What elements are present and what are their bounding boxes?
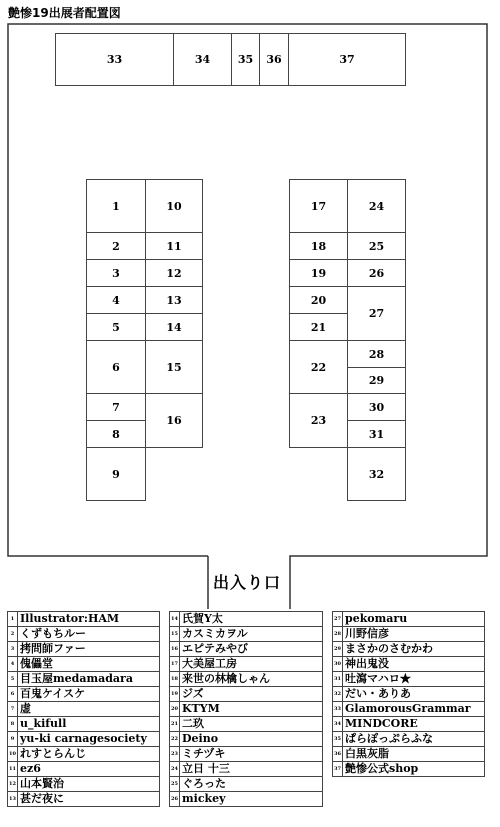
exhibitor-table-2: [169, 611, 323, 807]
booth-number: 27: [368, 307, 385, 320]
booth-35[interactable]: [231, 33, 260, 86]
booth-25[interactable]: [347, 232, 406, 260]
exhibitor-row: [333, 762, 485, 777]
booth-number: 7: [112, 400, 120, 414]
exhibitor-number: 10: [8, 747, 18, 762]
exhibitor-row: [170, 747, 323, 762]
exhibitor-name: 二玖: [180, 717, 323, 732]
booth-number: 35: [237, 53, 254, 66]
booth-number: 1: [112, 199, 120, 213]
booth-9[interactable]: [86, 447, 146, 501]
booth-number: 18: [310, 239, 327, 253]
exhibitor-row: [170, 657, 323, 672]
exhibitor-number: 31: [333, 672, 343, 687]
booth-31[interactable]: [347, 420, 406, 448]
exhibitor-name: 神出鬼没: [343, 657, 485, 672]
exhibitor-number: 12: [8, 777, 18, 792]
exhibitor-number: 35: [333, 732, 343, 747]
booth-10[interactable]: [145, 179, 203, 233]
exhibitor-row: [170, 792, 323, 807]
booth-20[interactable]: [289, 286, 348, 314]
booth-15[interactable]: [145, 340, 203, 394]
exhibitor-name: KTYM: [180, 702, 323, 717]
booth-number: 33: [106, 53, 123, 66]
exhibitor-number: 6: [8, 687, 18, 702]
booth-23[interactable]: [289, 393, 348, 448]
exhibitor-name: だい・ありあ: [343, 687, 485, 702]
exhibitor-name: u_kifull: [18, 717, 160, 732]
exhibitor-name: yu-ki carnagesociety: [18, 732, 160, 747]
exhibitor-name: 大美屋工房: [180, 657, 323, 672]
exhibitor-number: 15: [170, 627, 180, 642]
exhibitor-row: [170, 732, 323, 747]
booth-number: 22: [310, 360, 327, 374]
booth-number: 28: [368, 347, 385, 361]
booth-18[interactable]: [289, 232, 348, 260]
exhibitor-row: [8, 762, 160, 777]
exhibitor-name: 立日 十三: [180, 762, 323, 777]
exhibitor-name: ぐろった: [180, 777, 323, 792]
exhibitor-row: [8, 792, 160, 807]
exhibitor-number: 37: [333, 762, 343, 777]
exhibitor-name: mickey: [180, 792, 323, 807]
exhibitor-name: 吐瀉マハロ★: [343, 672, 485, 687]
exhibitor-number: 24: [170, 762, 180, 777]
exhibitor-number: 20: [170, 702, 180, 717]
exhibitor-row: [8, 672, 160, 687]
booth-19[interactable]: [289, 259, 348, 287]
exhibitor-row: [333, 732, 485, 747]
exhibitor-number: 13: [8, 792, 18, 807]
exhibitor-number: 5: [8, 672, 18, 687]
booth-29[interactable]: [347, 367, 406, 394]
exhibitor-row: [8, 777, 160, 792]
exhibitor-row: [333, 657, 485, 672]
booth-number: 15: [166, 360, 182, 374]
exhibitor-number: 1: [8, 612, 18, 627]
exhibitor-name: 傀儡堂: [18, 657, 160, 672]
exhibitor-number: 26: [170, 792, 180, 807]
exhibitor-name: 川野信彦: [343, 627, 485, 642]
booth-2[interactable]: [86, 232, 146, 260]
booth-36[interactable]: [259, 33, 289, 86]
exhibitor-name: 拷問師ファー: [18, 642, 160, 657]
booth-28[interactable]: [347, 340, 406, 368]
exhibitor-name: MINDCORE: [343, 717, 485, 732]
exhibitor-row: [170, 762, 323, 777]
exhibitor-name: くずもちルー: [18, 627, 160, 642]
exhibitor-name: Illustrator:HAM: [18, 612, 160, 627]
booth-37[interactable]: [288, 33, 406, 86]
exhibitor-number: 29: [333, 642, 343, 657]
exhibitor-row: [170, 717, 323, 732]
booth-number: 4: [112, 293, 120, 307]
exhibitor-row: [333, 612, 485, 627]
exhibitor-row: [170, 642, 323, 657]
exhibitor-number: 33: [333, 702, 343, 717]
booth-number: 23: [310, 414, 327, 427]
booth-number: 2: [112, 239, 120, 253]
exhibitor-number: 22: [170, 732, 180, 747]
booth-number: 16: [166, 414, 182, 427]
exhibitor-row: [333, 702, 485, 717]
exhibitor-row: [8, 642, 160, 657]
exhibitor-number: 16: [170, 642, 180, 657]
booth-1[interactable]: [86, 179, 146, 233]
exhibitor-row: [333, 642, 485, 657]
exhibitor-row: [8, 717, 160, 732]
booth-number: 30: [368, 400, 385, 414]
booth-number: 17: [310, 199, 327, 213]
exhibitor-number: 30: [333, 657, 343, 672]
booth-number: 25: [368, 239, 385, 253]
exhibitor-number: 18: [170, 672, 180, 687]
exhibitor-row: [8, 657, 160, 672]
exhibitor-name: GlamorousGrammar: [343, 702, 485, 717]
booth-number: 3: [112, 266, 120, 280]
booth-24[interactable]: [347, 179, 406, 233]
booth-number: 26: [368, 266, 385, 280]
exhibitor-name: カスミカヲル: [180, 627, 323, 642]
booth-number: 29: [368, 374, 385, 387]
exhibitor-name: ez6: [18, 762, 160, 777]
exhibitor-number: 28: [333, 627, 343, 642]
exhibitor-number: 4: [8, 657, 18, 672]
booth-number: 5: [112, 320, 120, 334]
booth-number: 24: [368, 199, 385, 213]
exhibitor-number: 9: [8, 732, 18, 747]
exhibitor-name: ぱらぽっぷらふな: [343, 732, 485, 747]
booth-8[interactable]: [86, 420, 146, 448]
exhibitor-number: 27: [333, 612, 343, 627]
exhibitor-number: 32: [333, 687, 343, 702]
booth-32[interactable]: [347, 447, 406, 501]
booth-21[interactable]: [289, 313, 348, 341]
booth-number: 11: [166, 239, 182, 253]
exhibitor-number: 2: [8, 627, 18, 642]
exhibitor-number: 34: [333, 717, 343, 732]
booth-12[interactable]: [145, 259, 203, 287]
booth-30[interactable]: [347, 393, 406, 421]
booth-13[interactable]: [145, 286, 203, 314]
booth-number: 37: [339, 53, 355, 66]
booth-6[interactable]: [86, 340, 146, 394]
booth-14[interactable]: [145, 313, 203, 341]
booth-number: 20: [310, 293, 327, 307]
exhibitor-row: [170, 612, 323, 627]
exhibitor-number: 11: [8, 762, 18, 777]
booth-27[interactable]: [347, 286, 406, 341]
exhibitor-row: [333, 717, 485, 732]
exhibitor-row: [170, 777, 323, 792]
exhibitor-row: [170, 687, 323, 702]
booth-22[interactable]: [289, 340, 348, 394]
exhibitor-row: [8, 702, 160, 717]
exhibitor-row: [333, 672, 485, 687]
exhibitor-number: 36: [333, 747, 343, 762]
exhibitor-name: れすとらんじ: [18, 747, 160, 762]
exhibitor-name: pekomaru: [343, 612, 485, 627]
exhibitor-name: 山本賢治: [18, 777, 160, 792]
exhibitor-number: 21: [170, 717, 180, 732]
booth-number: 6: [112, 360, 120, 374]
booth-number: 36: [266, 53, 282, 66]
entrance-label: 出入り口: [213, 573, 282, 592]
exhibitor-name: 白黒灰脂: [343, 747, 485, 762]
exhibitor-number: 14: [170, 612, 180, 627]
exhibitor-row: [333, 687, 485, 702]
exhibitor-number: 23: [170, 747, 180, 762]
booth-5[interactable]: [86, 313, 146, 341]
exhibitor-row: [8, 747, 160, 762]
exhibitor-row: [333, 747, 485, 762]
exhibitor-name: まさかのさむかわ: [343, 642, 485, 657]
exhibitor-row: [8, 627, 160, 642]
booth-33[interactable]: [55, 33, 174, 86]
booth-number: 10: [166, 199, 182, 213]
exhibitor-row: [170, 702, 323, 717]
booth-number: 13: [166, 293, 182, 307]
booth-7[interactable]: [86, 393, 146, 421]
exhibitor-name: 虚: [18, 702, 160, 717]
booth-26[interactable]: [347, 259, 406, 287]
exhibitor-name: 艶惨公式shop: [343, 762, 485, 777]
exhibitor-row: [333, 627, 485, 642]
exhibitor-name: 百鬼ケイスケ: [18, 687, 160, 702]
exhibitor-name: エピテみやび: [180, 642, 323, 657]
exhibitor-number: 19: [170, 687, 180, 702]
exhibitor-row: [8, 732, 160, 747]
exhibitor-name: ミチヅキ: [180, 747, 323, 762]
exhibitor-number: 8: [8, 717, 18, 732]
exhibitor-name: Deino: [180, 732, 323, 747]
exhibitor-number: 17: [170, 657, 180, 672]
exhibitor-name: 来世の林檎しゃん: [180, 672, 323, 687]
booth-number: 34: [194, 53, 211, 66]
exhibitor-row: [8, 612, 160, 627]
exhibitor-table-3: [332, 611, 485, 777]
page-title: 艶惨19出展者配置図: [8, 6, 121, 20]
booth-3[interactable]: [86, 259, 146, 287]
booth-number: 21: [310, 320, 327, 334]
booth-34[interactable]: [173, 33, 232, 86]
booth-4[interactable]: [86, 286, 146, 314]
booth-11[interactable]: [145, 232, 203, 260]
booth-number: 31: [368, 427, 385, 441]
booth-number: 9: [112, 467, 120, 481]
booth-16[interactable]: [145, 393, 203, 448]
exhibitor-number: 3: [8, 642, 18, 657]
booth-number: 32: [368, 467, 385, 481]
exhibitor-name: ジズ: [180, 687, 323, 702]
booth-number: 8: [112, 427, 120, 441]
exhibitor-name: 甚だ夜に: [18, 792, 160, 807]
exhibitor-row: [8, 687, 160, 702]
exhibitor-name: 目玉屋medamadara: [18, 672, 160, 687]
exhibitor-name: 氏賀Y太: [180, 612, 323, 627]
booth-17[interactable]: [289, 179, 348, 233]
booth-number: 19: [310, 266, 327, 280]
booth-number: 14: [166, 320, 182, 334]
exhibitor-row: [170, 672, 323, 687]
exhibitor-number: 7: [8, 702, 18, 717]
exhibitor-table-1: [7, 611, 160, 807]
booth-number: 12: [166, 266, 182, 280]
exhibitor-number: 25: [170, 777, 180, 792]
exhibitor-row: [170, 627, 323, 642]
